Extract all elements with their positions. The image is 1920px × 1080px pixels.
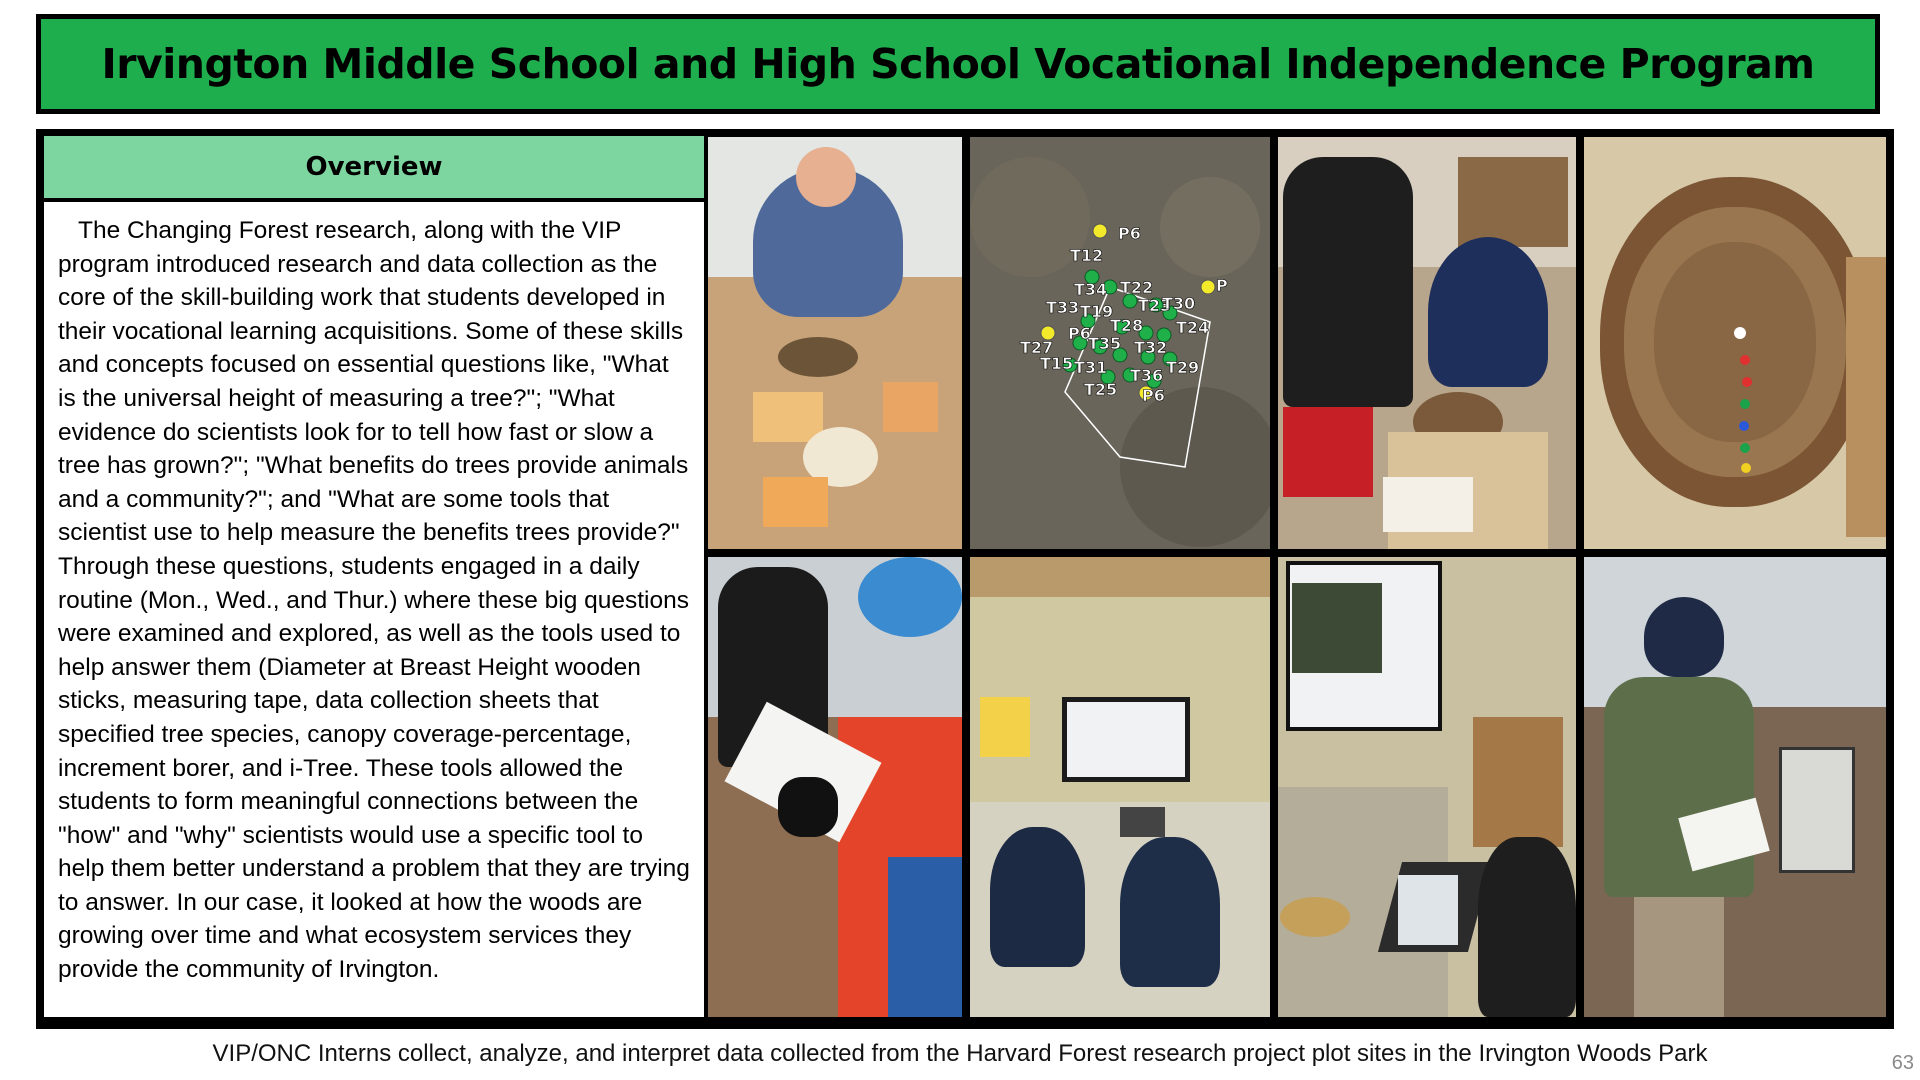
map-label: P6 <box>1068 324 1091 343</box>
map-label: T32 <box>1134 338 1168 357</box>
map-label: T15 <box>1040 354 1074 373</box>
map-label: T33 <box>1046 298 1080 317</box>
photo-field-clipboard <box>708 557 962 1017</box>
photo-aerial-plot-map <box>970 137 1270 549</box>
slide-title: Irvington Middle School and High School Vocational Independence Program <box>101 40 1815 88</box>
map-label: T27 <box>1020 338 1054 357</box>
page-number: 63 <box>1891 1052 1914 1074</box>
map-label: P6 <box>1142 386 1165 405</box>
map-label: T19 <box>1080 302 1114 321</box>
photo-students-measuring <box>1278 137 1576 549</box>
map-label: P <box>1216 276 1228 295</box>
photo-laptop-tv <box>1278 557 1576 1017</box>
map-label: T29 <box>1166 358 1200 377</box>
map-pin-yellow <box>1201 280 1215 294</box>
map-label: T30 <box>1162 294 1196 313</box>
map-label: T31 <box>1074 358 1108 377</box>
map-label: T28 <box>1110 316 1144 335</box>
main-panel <box>36 129 1894 1029</box>
overview-text: The Changing Forest research, along with the VIP program introduced research and data collection as the core of the skill-building work that students developed in their vocational learning acquisitions. Some of these skills and concepts focused on essential questions like, "What is the universal height of measuring a tree?"; "What evidence do scientists look for to tell how fast or slow a tree has grown?"; "What benefits do trees provide animals and a community?"; and "What are some tools that scientist use to help measure the benefits trees provide?" Through these questions, students engaged in a daily routine (Mon., Wed., and Thur.) where these big questions were examined and explored, as well as the tools used to help answer them (Diameter at Breast Height wooden sticks, measuring tape, data collection sheets that specified tree species, canopy coverage-percentage, increment borer, and i-Tree. These tools allowed the students to form meaningful connections between the "how" and "why" scientists would use a specific tool to help them better understand a problem that they are trying to answer. In our case, it looked at how the woods are growing over time and what ecosystem services they provide the community of Irvington. <box>44 202 704 1017</box>
map-label: T12 <box>1070 246 1104 265</box>
title-bar <box>36 14 1880 114</box>
overview-heading: Overview <box>44 136 704 198</box>
map-label: T34 <box>1074 280 1108 299</box>
map-label: T22 <box>1120 278 1154 297</box>
photo-classroom-screen <box>970 557 1270 1017</box>
map-label: T25 <box>1084 380 1118 399</box>
map-pin-yellow <box>1093 224 1107 238</box>
slide-caption: VIP/ONC Interns collect, analyze, and interpret data collected from the Harvard Forest research project plot sites in the Irvington Woods Park <box>212 1040 1708 1067</box>
map-label: T24 <box>1176 318 1210 337</box>
photo-student-outdoors <box>1584 557 1886 1017</box>
map-label: T23 <box>1138 296 1172 315</box>
photo-student-tree-cookies <box>708 137 962 549</box>
map-label: T36 <box>1130 366 1164 385</box>
map-label: P6 <box>1118 224 1141 243</box>
photo-tree-rings-pins <box>1584 137 1886 549</box>
plot-map-svg <box>970 137 1270 549</box>
map-label: T35 <box>1088 334 1122 353</box>
